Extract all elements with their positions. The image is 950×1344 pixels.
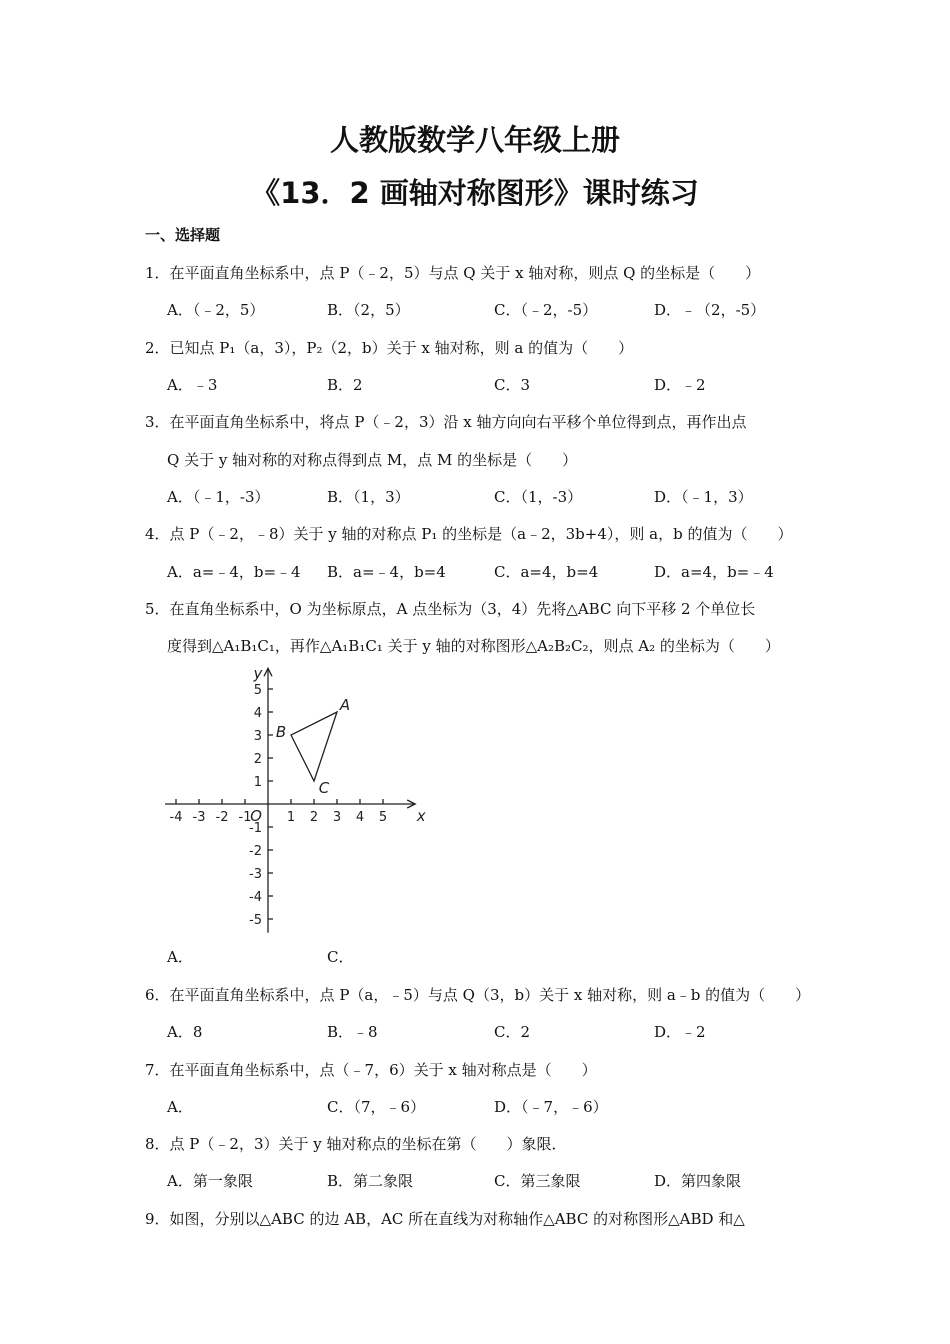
x-tick-label: 3 <box>332 810 342 825</box>
x-axis-label: x <box>416 807 426 825</box>
y-tick-label: -2 <box>249 844 262 859</box>
q7-option-d: D．（﹣7，﹣6） <box>494 1098 608 1116</box>
question-1: 1．在平面直角坐标系中，点 P（﹣2，5）与点 Q 关于 x 轴对称，则点 Q 的坐标是（ ） <box>145 264 761 282</box>
question-6: 6．在平面直角坐标系中，点 P（a，﹣5）与点 Q（3，b）关于 x 轴对称，则 a﹣b 的值为（ ） <box>145 986 811 1004</box>
q6-option-c: C．2 <box>494 1023 531 1041</box>
q4-option-c: C．a=4，b=4 <box>494 563 599 581</box>
question-2: 2．已知点 P₁（a，3），P₂（2，b）关于 x 轴对称，则 a 的值为（ ） <box>145 339 634 357</box>
y-tick-label: 2 <box>253 752 262 767</box>
point-label-a: A <box>339 696 351 714</box>
q1-option-c: C．（﹣2，-5） <box>494 301 598 319</box>
y-tick-label: -3 <box>249 867 262 882</box>
question-5-line-1: 5．在直角坐标系中，O 为坐标原点，A 点坐标为（3，4）先将△ABC 向下平移 2 个单位长 <box>145 600 756 618</box>
q7-option-a: A． <box>167 1098 193 1116</box>
q3-option-b: B．（1，3） <box>327 488 410 506</box>
y-tick-label: -4 <box>249 890 262 905</box>
q7-option-c: C．（7，﹣6） <box>327 1098 426 1116</box>
y-axis-label: y <box>253 664 263 683</box>
q8-option-b: B．第二象限 <box>327 1172 414 1190</box>
question-3-line-2: Q 关于 y 轴对称的对称点得到点 M，点 M 的坐标是（ ） <box>167 451 578 469</box>
x-tick-label: -1 <box>238 810 252 825</box>
q2-option-b: B．2 <box>327 376 363 394</box>
q3-option-d: D．（﹣1，3） <box>654 488 753 506</box>
q2-option-a: A．﹣3 <box>167 376 218 394</box>
page-title: 人教版数学八年级上册 <box>329 123 620 157</box>
triangle-abc <box>291 712 337 781</box>
x-tick-label: -2 <box>215 810 229 825</box>
question-9: 9．如图，分别以△ABC 的边 AB，AC 所在直线为对称轴作△ABC 的对称图形△ABD 和△ <box>145 1210 745 1228</box>
point-label-c: C <box>318 779 330 797</box>
question-3-line-1: 3．在平面直角坐标系中，将点 P（﹣2，3）沿 x 轴方向向右平移个单位得到点，再作出点 <box>145 413 747 431</box>
question-7: 7．在平面直角坐标系中，点（﹣7，6）关于 x 轴对称点是（ ） <box>145 1061 597 1079</box>
y-tick-label: 5 <box>253 683 262 698</box>
y-tick-label: 4 <box>253 706 262 721</box>
origin-label: O <box>250 807 262 825</box>
x-tick-label: 4 <box>355 810 365 825</box>
x-tick-label: -4 <box>169 810 183 825</box>
coordinate-figure <box>160 664 426 938</box>
q5-option-c: C． <box>327 948 354 966</box>
q1-option-d: D．﹣（2，-5） <box>654 301 766 319</box>
x-tick-label: 1 <box>286 810 296 825</box>
x-tick-label: 5 <box>378 810 388 825</box>
q3-option-a: A．（﹣1，-3） <box>167 488 270 506</box>
q8-option-a: A．第一象限 <box>167 1172 253 1190</box>
question-5-line-2: 度得到△A₁B₁C₁，再作△A₁B₁C₁ 关于 y 轴的对称图形△A₂B₂C₂，则点 A₂ 的坐标为（ ） <box>167 637 780 655</box>
q6-option-d: D．﹣2 <box>654 1023 706 1041</box>
question-8: 8．点 P（﹣2，3）关于 y 轴对称点的坐标在第（ ）象限． <box>145 1135 567 1153</box>
q5-option-a: A． <box>167 948 193 966</box>
x-tick-label: 2 <box>309 810 319 825</box>
q4-option-b: B．a=﹣4，b=4 <box>327 563 446 581</box>
q8-option-d: D．第四象限 <box>654 1172 742 1190</box>
q6-option-b: B．﹣8 <box>327 1023 378 1041</box>
q2-option-d: D．﹣2 <box>654 376 706 394</box>
q2-option-c: C．3 <box>494 376 531 394</box>
y-tick-label: 1 <box>253 775 262 790</box>
q4-option-a: A．a=﹣4，b=﹣4 <box>167 563 301 581</box>
y-tick-label: 3 <box>253 729 262 744</box>
x-tick-label: -3 <box>192 810 206 825</box>
section-heading: 一、选择题 <box>145 226 221 244</box>
q4-option-d: D．a=4，b=﹣4 <box>654 563 774 581</box>
q1-option-b: B．（2，5） <box>327 301 410 319</box>
q6-option-a: A．8 <box>167 1023 203 1041</box>
question-4: 4．点 P（﹣2，﹣8）关于 y 轴的对称点 P₁ 的坐标是（a﹣2，3b+4），则 a，b 的值为（ ） <box>145 525 793 543</box>
q1-option-a: A．（﹣2，5） <box>167 301 265 319</box>
point-label-b: B <box>275 723 287 741</box>
y-tick-label: -1 <box>249 821 262 836</box>
q3-option-c: C．（1，-3） <box>494 488 583 506</box>
page-subtitle: 《13．2 画轴对称图形》课时练习 <box>251 176 699 210</box>
q8-option-c: C．第三象限 <box>494 1172 581 1190</box>
y-tick-label: -5 <box>249 913 262 928</box>
